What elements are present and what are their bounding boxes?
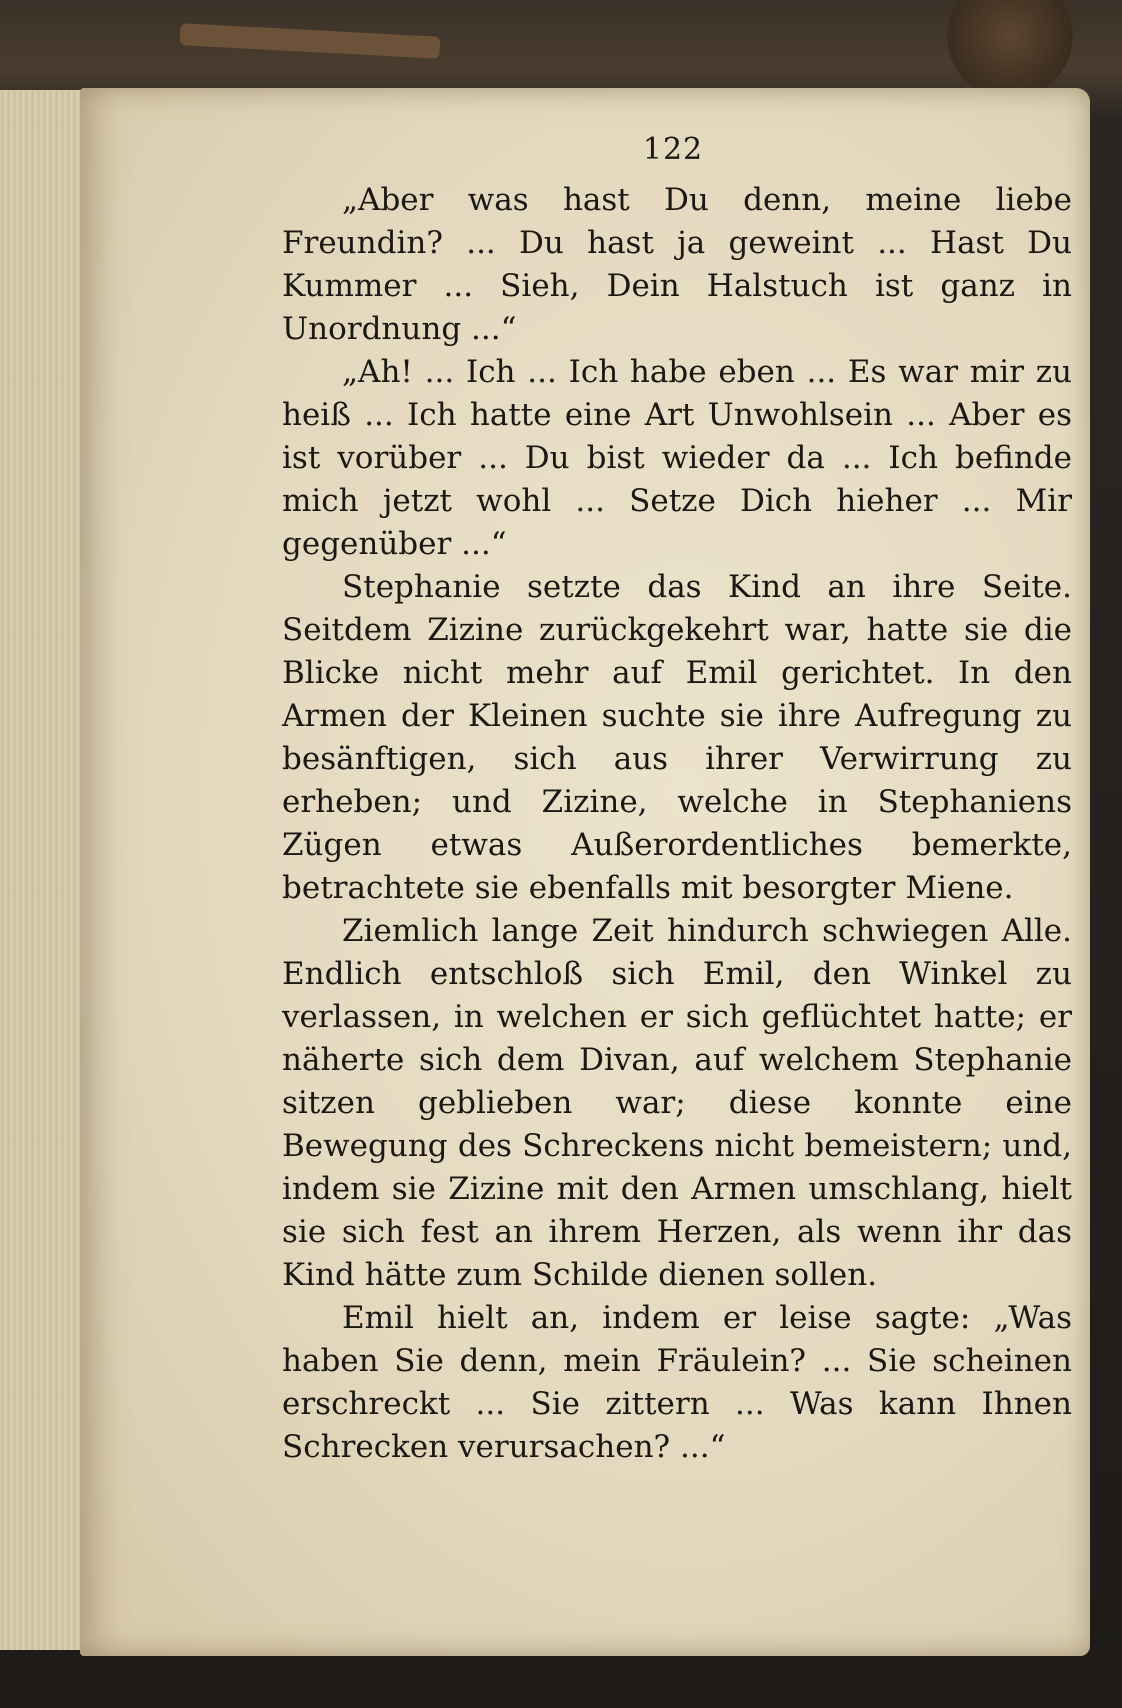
binding-tassel — [940, 0, 1080, 90]
page-number: 122 — [642, 132, 704, 167]
paragraph-2: „Ah! ... Ich ... Ich habe eben ... Es war mir zu heiß ... Ich hatte eine Art Unwohlsein ... Aber es ist vorüber ... Du bist wieder da ... Ich befinde mich jetzt wohl ... Setze Dich hieher ... Mir gegenüber ...“ — [282, 354, 1072, 562]
page-edges — [0, 90, 92, 1650]
paragraph-4: Ziemlich lange Zeit hindurch schwiegen Alle. Endlich entschloß sich Emil, den Winkel zu verlassen, in welchen er sich geflüchtet hatte; er näherte sich dem Divan, auf welchem Stephanie sitzen geblieben war; diese konnte eine Bewegung des Schreckens nicht bemeistern; und, indem sie Zizine mit den Armen umschlang, hielt sie sich fest an ihrem Herzen, als wenn ihr das Kind hätte zum Schilde dienen sollen. — [282, 913, 1072, 1293]
paragraph-1: „Aber was hast Du denn, meine liebe Freundin? ... Du hast ja geweint ... Hast Du Kummer ... Sieh, Dein Halstuch ist ganz in Unordnung ...“ — [282, 182, 1072, 347]
page-text — [282, 128, 1072, 1469]
paragraph-3: Stephanie setzte das Kind an ihre Seite. Seitdem Zizine zurückgekehrt war, hatte sie die Blicke nicht mehr auf Emil gerichtet. In den Armen der Kleinen suchte sie ihre Aufregung zu besänftigen, sich aus ihrer Verwirrung zu erheben; und Zizine, welche in Stephaniens Zügen etwas Außerordentliches bemerkte, betrachtete sie ebenfalls mit besorgter Miene. — [282, 569, 1072, 906]
paragraph-5: Emil hielt an, indem er leise sagte: „Was haben Sie denn, mein Fräulein? ... Sie scheinen erschreckt ... Sie zittern ... Was kann Ihnen Schrecken verursachen? ...“ — [282, 1300, 1072, 1465]
